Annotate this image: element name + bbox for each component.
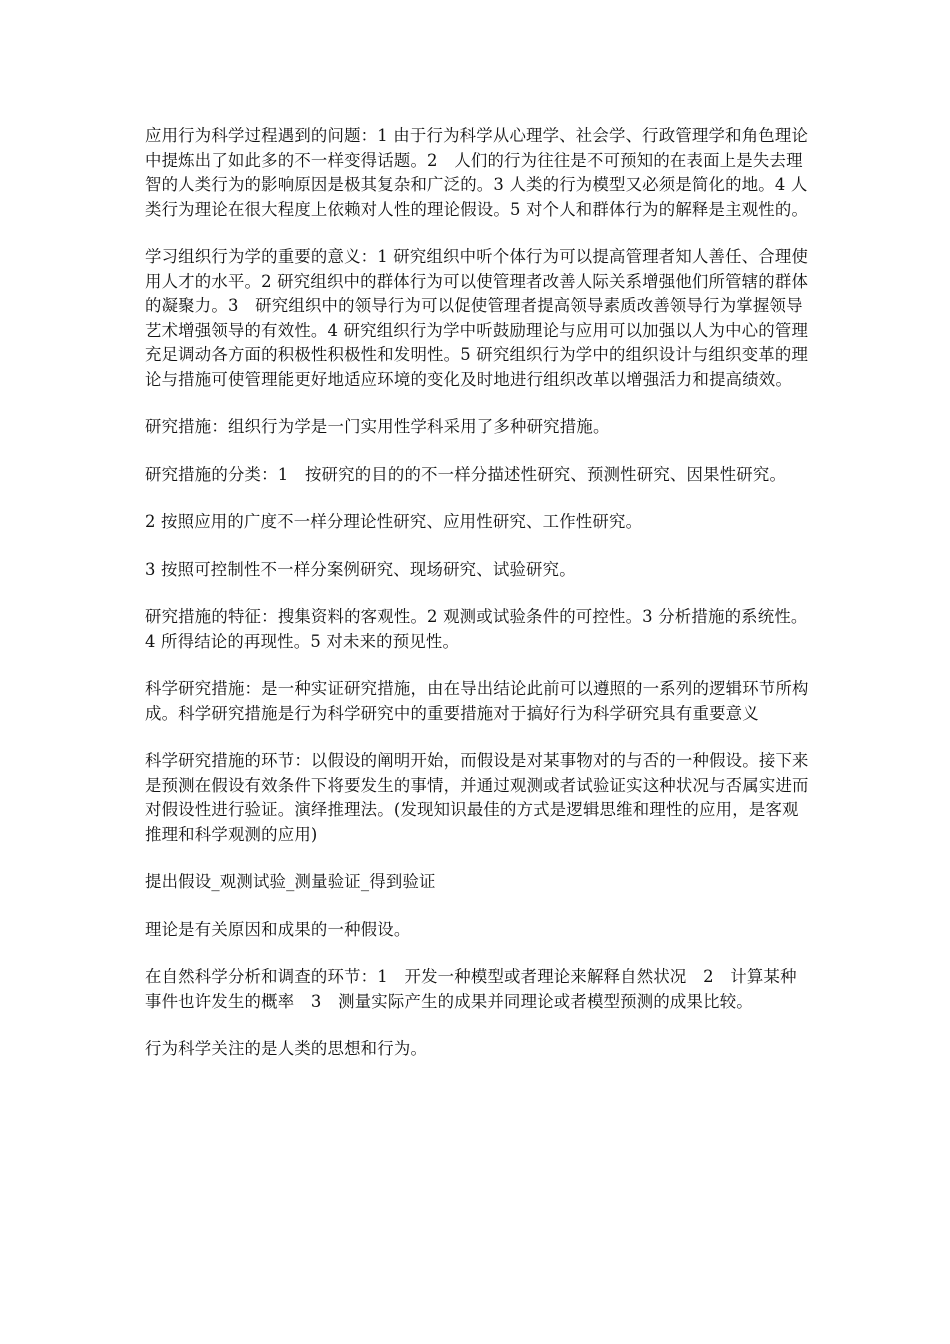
paragraph-behavior-science-focus: 行为科学关注的是人类的思想和行为。	[145, 1039, 428, 1058]
paragraph-ob-significance: 学习组织行为学的重要的意义：1 研究组织中听个体行为可以提高管理者知人善任、合理使用人才的水平。2 研究组织中的群体行为可以使管理者改善人际关系增强他们所管辖的群体的凝聚力。3 研究组织中的领导行为可以促使管理者提高领导素质改善领导行为掌握领导艺术增强领导的有效性。4 研究组织行为学中听鼓励理论与应用可以加强以人为中心的管理充足调动各方面的积极性积极性和发明性。5 研究组织行为学中的组织设计与组织变革的理论与措施可使管理能更好地适应环境的变化及时地进行组织改革以增强活力和提高绩效。	[145, 247, 809, 389]
paragraph-behavior-science-problems: 应用行为科学过程遇到的问题：1 由于行为科学从心理学、社会学、行政管理学和角色理论中提炼出了如此多的不一样变得话题。2 人们的行为往往是不可预知的在表面上是失去理智的人类行为的影响原因是极其复杂和广泛的。3 人类的行为模型又必须是简化的地。4 人类行为理论在很大程度上依赖对人性的理论假设。5 对个人和群体行为的解释是主观性的。	[145, 126, 809, 219]
paragraph-classification-control: 3 按照可控制性不一样分案例研究、现场研究、试验研究。	[145, 559, 576, 579]
paragraph-scientific-method-steps: 科学研究措施的环节：以假设的阐明开始，而假设是对某事物对的与否的一种假设。接下来是预测在假设有效条件下将要发生的事情，并通过观测或者试验证实这种状况与否属实进而对假设性进行验证。演绎推理法。(发现知识最佳的方式是逻辑思维和理性的应用，是客观推理和科学观测的应用)	[145, 751, 809, 844]
document-body	[145, 124, 810, 1085]
paragraph-theory-definition: 理论是有关原因和成果的一种假设。	[145, 919, 411, 939]
paragraph-natural-science-steps: 在自然科学分析和调查的环节：1 开发一种模型或者理论来解释自然状况 2 计算某种事件也许发生的概率 3 测量实际产生的成果并同理论或者模型预测的成果比较。	[145, 967, 797, 1011]
paragraph-classification-scope: 2 按照应用的广度不一样分理论性研究、应用性研究、工作性研究。	[145, 512, 643, 531]
paragraph-scientific-method: 科学研究措施：是一种实证研究措施，由在导出结论此前可以遵照的一系列的逻辑环节所构成。科学研究措施是行为科学研究中的重要措施对于搞好行为科学研究具有重要意义	[145, 679, 809, 723]
paragraph-research-methods: 研究措施：组织行为学是一门实用性学科采用了多种研究措施。	[145, 417, 610, 436]
paragraph-method-features: 研究措施的特征：搜集资料的客观性。2 观测或试验条件的可控性。3 分析措施的系统性。4 所得结论的再现性。5 对未来的预见性。	[145, 607, 808, 651]
paragraph-hypothesis-flow: 提出假设_观测试验_测量验证_得到验证	[145, 872, 436, 891]
paragraph-method-classification: 研究措施的分类：1 按研究的目的的不一样分描述性研究、预测性研究、因果性研究。	[145, 464, 787, 484]
